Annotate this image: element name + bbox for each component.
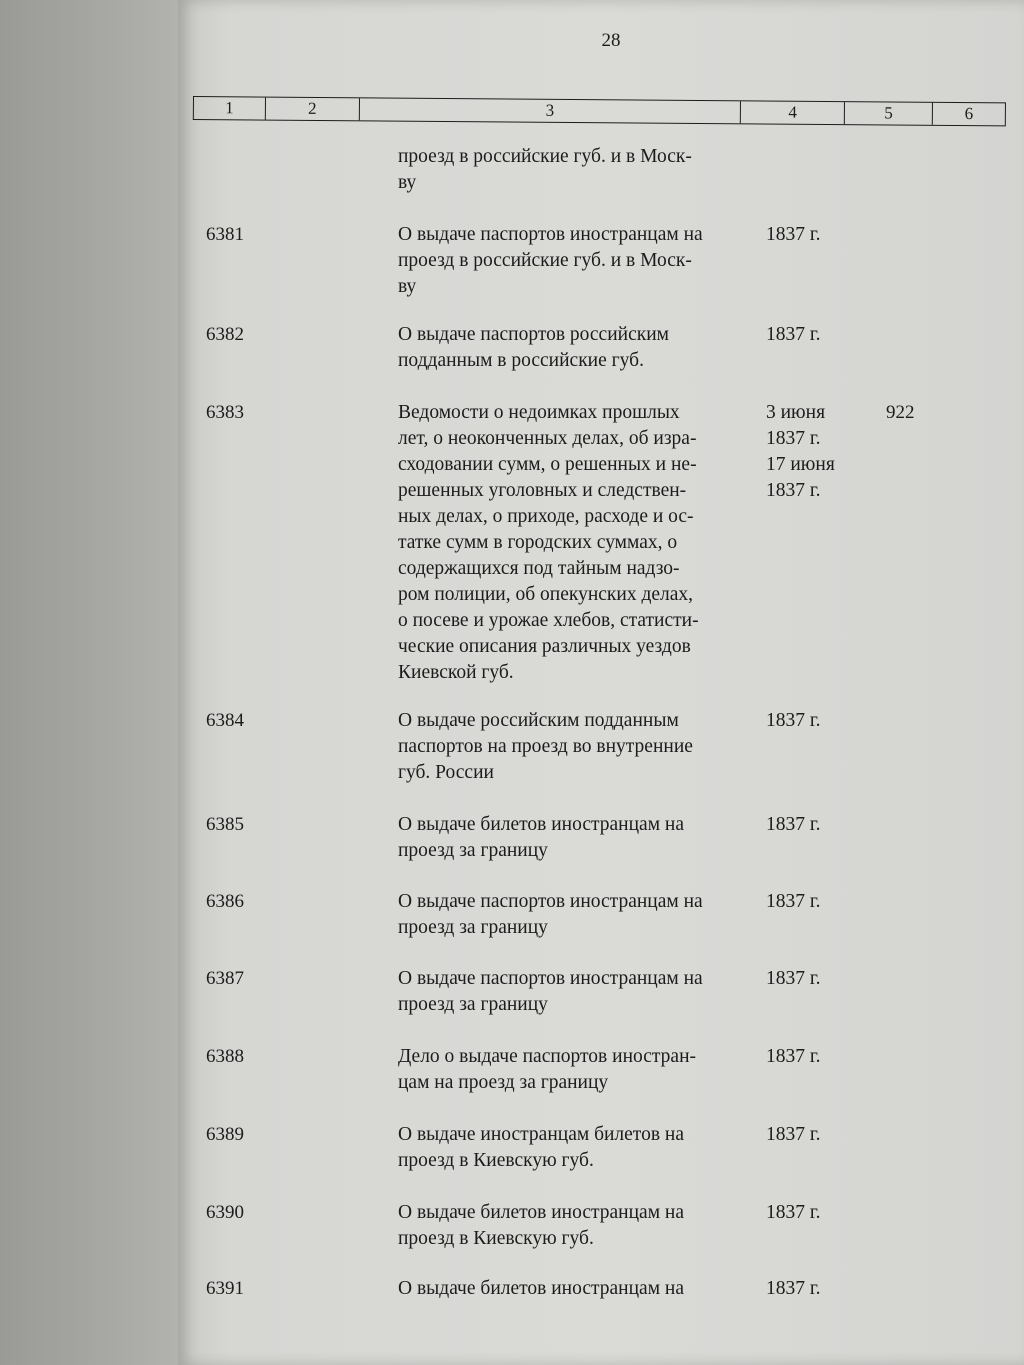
item-dates bbox=[766, 222, 821, 248]
description-line: ву bbox=[398, 172, 417, 193]
description-line: Киевской губ. bbox=[398, 662, 514, 683]
item-number: 6386 bbox=[206, 891, 244, 912]
description-line: О выдаче паспортов иностранцам на bbox=[398, 968, 703, 989]
description-line: подданным в российские губ. bbox=[398, 350, 644, 371]
item-number: 6381 bbox=[206, 224, 244, 245]
column-header-4: 4 bbox=[741, 101, 845, 124]
date-line: 1837 г. bbox=[766, 324, 821, 345]
item-description bbox=[398, 889, 768, 941]
item-number: 6387 bbox=[206, 968, 244, 989]
description-line: О выдаче паспортов иностранцам на bbox=[398, 891, 703, 912]
description-line: ву bbox=[398, 276, 417, 297]
item-sheet-count: 922 bbox=[886, 402, 915, 423]
item-number: 6390 bbox=[206, 1202, 244, 1223]
date-line: 1837 г. bbox=[766, 1202, 821, 1223]
column-header-3: 3 bbox=[360, 98, 742, 123]
item-description bbox=[398, 1276, 768, 1302]
description-line: О выдаче российским подданным bbox=[398, 710, 679, 731]
date-line: 1837 г. bbox=[766, 480, 821, 501]
page-number: 28 bbox=[601, 30, 621, 51]
item-description bbox=[398, 1122, 768, 1174]
date-line: 1837 г. bbox=[766, 891, 821, 912]
date-line: 17 июня bbox=[766, 454, 835, 475]
item-dates bbox=[766, 1122, 821, 1148]
column-header-5: 5 bbox=[845, 102, 933, 125]
description-line: сходовании сумм, о решенных и не- bbox=[398, 454, 697, 475]
item-dates bbox=[766, 1200, 821, 1226]
date-line: 1837 г. bbox=[766, 428, 821, 449]
column-header-6: 6 bbox=[964, 104, 974, 124]
item-dates bbox=[766, 400, 835, 504]
item-description bbox=[398, 222, 768, 300]
description-line: проезд в российские губ. и в Моск- bbox=[398, 250, 692, 271]
item-number: 6385 bbox=[206, 814, 244, 835]
item-dates bbox=[766, 966, 821, 992]
item-number: 6389 bbox=[206, 1124, 244, 1145]
description-line: О выдаче иностранцам билетов на bbox=[398, 1124, 684, 1145]
item-description bbox=[398, 322, 768, 374]
description-line: цам на проезд за границу bbox=[398, 1072, 609, 1093]
description-line: содержащихся под тайным надзо- bbox=[398, 558, 680, 579]
column-header-1: 1 bbox=[194, 97, 266, 120]
date-line: 1837 г. bbox=[766, 968, 821, 989]
date-line: 1837 г. bbox=[766, 1278, 821, 1299]
item-description bbox=[398, 400, 768, 686]
description-line: Дело о выдаче паспортов иностран- bbox=[398, 1046, 696, 1067]
item-number: 6391 bbox=[206, 1278, 244, 1299]
description-line: О выдаче билетов иностранцам на bbox=[398, 1202, 684, 1223]
item-description bbox=[398, 966, 768, 1018]
description-line: О выдаче билетов иностранцам на bbox=[398, 814, 684, 835]
item-number: 6383 bbox=[206, 402, 244, 423]
item-description bbox=[398, 708, 768, 786]
inventory-entries bbox=[178, 0, 1024, 1365]
description-line: татке сумм в городских суммах, о bbox=[398, 532, 678, 553]
description-line: губ. России bbox=[398, 762, 494, 783]
item-description bbox=[398, 1044, 768, 1096]
item-number: 6382 bbox=[206, 324, 244, 345]
item-number: 6384 bbox=[206, 710, 244, 731]
date-line: 1837 г. bbox=[766, 814, 821, 835]
description-line: О выдаче билетов иностранцам на bbox=[398, 1278, 684, 1299]
description-line: проезд в российские губ. и в Моск- bbox=[398, 146, 692, 167]
date-line: 1837 г. bbox=[766, 1046, 821, 1067]
description-line: проезд за границу bbox=[398, 840, 548, 861]
description-line: ческие описания различных уездов bbox=[398, 636, 691, 657]
item-dates bbox=[766, 1044, 821, 1070]
description-line: О выдаче паспортов иностранцам на bbox=[398, 224, 703, 245]
description-line: о посеве и урожае хлебов, статисти- bbox=[398, 610, 699, 631]
item-dates bbox=[766, 1276, 821, 1302]
description-line: лет, о неоконченных делах, об изра- bbox=[398, 428, 697, 449]
item-dates bbox=[766, 708, 821, 734]
left-page-edge bbox=[0, 0, 178, 1365]
date-line: 3 июня bbox=[766, 402, 826, 423]
description-line: ром полиции, об опекунских делах, bbox=[398, 584, 694, 605]
description-line: решенных уголовных и следствен- bbox=[398, 480, 687, 501]
column-header-2: 2 bbox=[266, 98, 360, 121]
document-page bbox=[178, 0, 1024, 1365]
item-dates bbox=[766, 322, 821, 348]
item-description bbox=[398, 144, 768, 196]
item-dates bbox=[766, 812, 821, 838]
description-line: ных делах, о приходе, расходе и ос- bbox=[398, 506, 694, 527]
date-line: 1837 г. bbox=[766, 710, 821, 731]
item-number: 6388 bbox=[206, 1046, 244, 1067]
item-description bbox=[398, 1200, 768, 1252]
description-line: паспортов на проезд во внутренние bbox=[398, 736, 693, 757]
date-line: 1837 г. bbox=[766, 224, 821, 245]
description-line: проезд за границу bbox=[398, 917, 548, 938]
description-line: проезд в Киевскую губ. bbox=[398, 1228, 594, 1249]
description-line: проезд за границу bbox=[398, 994, 548, 1015]
description-line: проезд в Киевскую губ. bbox=[398, 1150, 594, 1171]
description-line: О выдаче паспортов российским bbox=[398, 324, 669, 345]
item-description bbox=[398, 812, 768, 864]
description-line: Ведомости о недоимках прошлых bbox=[398, 402, 680, 423]
date-line: 1837 г. bbox=[766, 1124, 821, 1145]
item-dates bbox=[766, 889, 821, 915]
